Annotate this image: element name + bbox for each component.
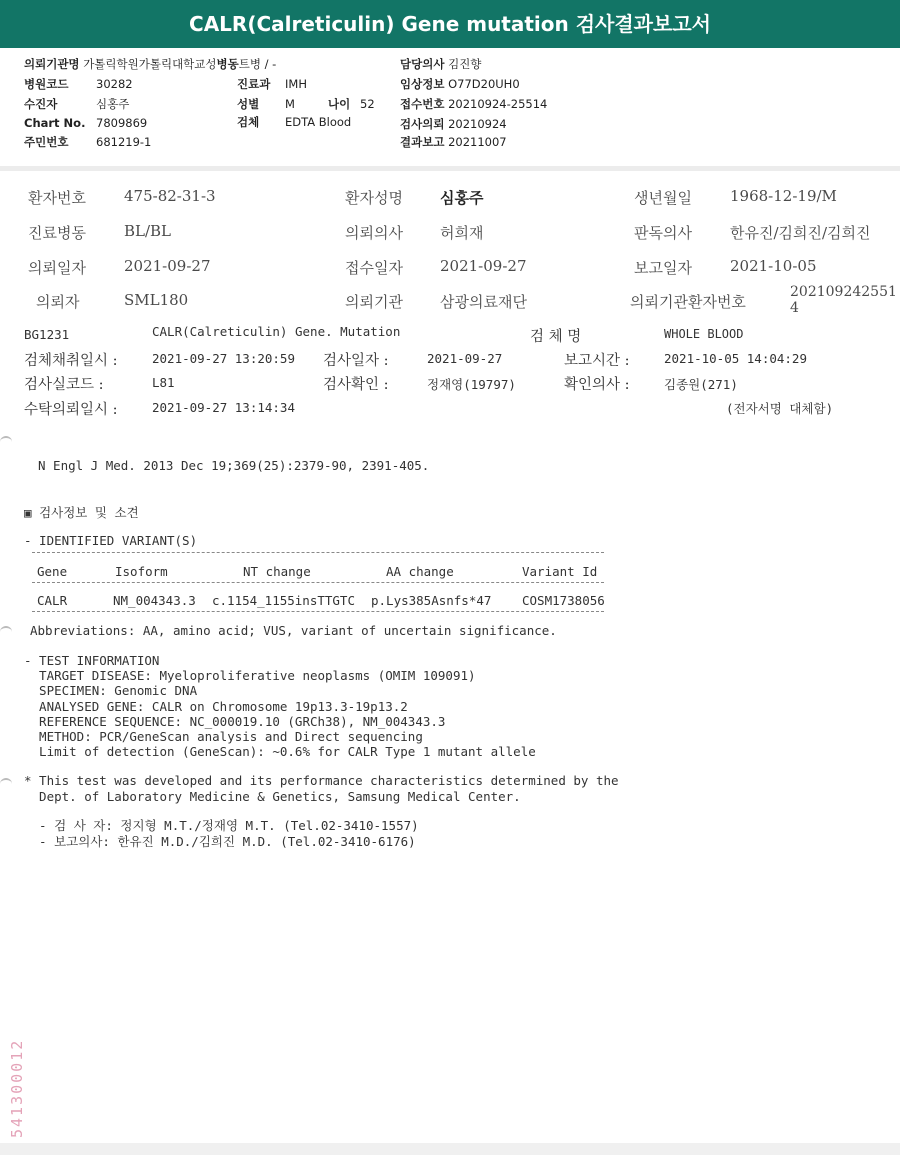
report-time-value: 2021-10-05 14:04:29 bbox=[664, 351, 807, 366]
age-field: 나이 52 bbox=[328, 97, 375, 111]
text-line: - 검 사 자: 정지형 M.T./정재영 M.T. (Tel.02-3410-1557) bbox=[24, 818, 419, 833]
receipt-date-label: 접수일자 bbox=[345, 259, 403, 277]
receipt-date-value: 2021-09-27 bbox=[440, 257, 527, 275]
cell-aa-change: p.Lys385Asnfs*47 bbox=[371, 593, 492, 608]
request-date-value: 2021-09-27 bbox=[124, 257, 211, 275]
clinical-info-field: 임상정보 O77D20UH0 bbox=[400, 77, 520, 91]
cell-variant-id: COSM1738056 bbox=[522, 593, 605, 608]
page-edge-mark bbox=[0, 778, 12, 786]
text-line: - 보고의사: 한유진 M.D./김희진 M.D. (Tel.02-3410-6176) bbox=[24, 833, 416, 849]
confirm-doctor-value: 김종원(271) bbox=[664, 377, 738, 392]
text-line: * This test was developed and its performance characteristics determined by the bbox=[24, 773, 619, 788]
table-rule bbox=[32, 611, 604, 612]
col-gene: Gene bbox=[37, 564, 68, 579]
institution-value: 삼광의료재단 bbox=[440, 293, 527, 311]
staff-block bbox=[24, 818, 419, 849]
text-line: METHOD: PCR/GeneScan analysis and Direct sequencing bbox=[24, 729, 423, 745]
report-title: CALR(Calreticulin) Gene mutation 검사결과보고서 bbox=[0, 0, 900, 48]
test-confirm-value: 정재영(19797) bbox=[427, 377, 516, 392]
report-date-field: 결과보고 20211007 bbox=[400, 135, 507, 149]
page-edge-mark bbox=[0, 626, 12, 634]
request-date-field: 검사의뢰 20210924 bbox=[400, 117, 507, 131]
abbreviations: Abbreviations: AA, amino acid; VUS, variant of uncertain significance. bbox=[30, 623, 557, 638]
test-confirm-label: 검사확인 : bbox=[323, 377, 389, 393]
page-edge-mark bbox=[0, 436, 12, 444]
chart-number-field: Chart No. 7809869 bbox=[24, 116, 148, 130]
text-line: Dept. of Laboratory Medicine & Genetics, Samsung Medical Center. bbox=[24, 788, 521, 804]
specimen-name-value: WHOLE BLOOD bbox=[664, 327, 744, 341]
cell-isoform: NM_004343.3 bbox=[113, 593, 196, 608]
section-header: ▣ 검사정보 및 소견 bbox=[24, 505, 139, 520]
reading-doctor-value: 한유진/김희진/김희진 bbox=[730, 224, 871, 242]
reading-doctor-label: 판독의사 bbox=[634, 224, 692, 242]
text-line: ANALYSED GENE: CALR on Chromosome 19p13.3-19p13.2 bbox=[24, 698, 408, 714]
test-date-label: 검사일자 : bbox=[323, 353, 389, 369]
patient-id-value: 475-82-31-3 bbox=[124, 187, 216, 205]
document-stamp-number: 541300012 bbox=[8, 1038, 26, 1138]
specimen-name-label: 검 체 명 bbox=[530, 329, 582, 345]
dob-value: 1968-12-19/M bbox=[730, 187, 837, 205]
text-line: REFERENCE SEQUENCE: NC_000019.10 (GRCh38), NM_004343.3 bbox=[24, 713, 446, 729]
referral-info-section bbox=[0, 48, 900, 168]
col-nt-change: NT change bbox=[243, 564, 311, 579]
report-date-value: 2021-10-05 bbox=[730, 257, 817, 275]
col-aa-change: AA change bbox=[386, 564, 454, 579]
institution-label: 의뢰기관 bbox=[345, 293, 403, 311]
dept-field: 진료과 IMH bbox=[237, 77, 307, 91]
collect-time-value: 2021-09-27 13:20:59 bbox=[152, 351, 295, 366]
test-information-block bbox=[24, 653, 536, 759]
patient-name-label: 환자성명 bbox=[345, 189, 403, 207]
sex-field: 성별 M bbox=[237, 97, 295, 111]
institution-patient-id-label: 의뢰기관환자번호 bbox=[630, 293, 746, 311]
text-line: TARGET DISEASE: Myeloproliferative neoplasms (OMIM 109091) bbox=[24, 668, 476, 684]
confirm-doctor-label: 확인의사 : bbox=[564, 377, 630, 393]
resident-number-field: 주민번호 681219-1 bbox=[24, 135, 152, 149]
test-date-value: 2021-09-27 bbox=[427, 351, 503, 366]
ward-value: BL/BL bbox=[124, 222, 172, 240]
consign-time-label: 수탁의뢰일시 : bbox=[24, 402, 118, 418]
test-code: BG1231 bbox=[24, 327, 70, 342]
report-time-label: 보고시간 : bbox=[564, 353, 630, 369]
dob-label: 생년월일 bbox=[634, 189, 692, 207]
consign-time-value: 2021-09-27 13:14:34 bbox=[152, 400, 295, 415]
square-bullet-icon: ▣ bbox=[24, 505, 40, 520]
col-variant-id: Variant Id bbox=[522, 564, 598, 579]
referring-doctor-value: 허희재 bbox=[440, 224, 484, 242]
text-line: Limit of detection (GeneScan): ~0.6% for CALR Type 1 mutant allele bbox=[24, 744, 536, 760]
esign-note: (전자서명 대체함) bbox=[726, 401, 834, 416]
table-rule bbox=[32, 582, 604, 583]
cell-nt-change: c.1154_1155insTTGTC bbox=[212, 593, 355, 608]
patient-name-value: 심홍주 bbox=[440, 189, 484, 207]
recipient-field: 수진자 심홍주 bbox=[24, 97, 130, 111]
section-divider bbox=[0, 166, 900, 171]
lab-code-label: 검사실코드 : bbox=[24, 377, 104, 393]
institution-patient-id-value-cont: 4 bbox=[790, 300, 799, 316]
reference-citation: N Engl J Med. 2013 Dec 19;369(25):2379-90, 2391-405. bbox=[38, 458, 430, 473]
identified-variants-title: - IDENTIFIED VARIANT(S) bbox=[24, 533, 198, 548]
patient-id-label: 환자번호 bbox=[28, 189, 86, 207]
doctor-field: 담당의사 김진향 bbox=[400, 57, 482, 71]
text-line: - TEST INFORMATION bbox=[24, 653, 160, 668]
developer-note bbox=[24, 773, 619, 804]
col-isoform: Isoform bbox=[115, 564, 168, 579]
hospital-code-field: 병원코드 30282 bbox=[24, 77, 133, 91]
cell-gene: CALR bbox=[37, 593, 68, 608]
requester-label: 의뢰자 bbox=[36, 293, 80, 311]
ward-label: 진료병동 bbox=[28, 224, 86, 242]
specimen-field: 검체 EDTA Blood bbox=[237, 115, 352, 129]
institution-field: 의뢰기관명 가톨릭학원가톨릭대학교성병동트병 / - bbox=[24, 57, 277, 71]
referring-doctor-label: 의뢰의사 bbox=[345, 224, 403, 242]
receipt-number-field: 접수번호 20210924-25514 bbox=[400, 97, 548, 111]
lab-code-value: L81 bbox=[152, 375, 175, 390]
table-rule bbox=[32, 552, 604, 553]
collect-time-label: 검체채취일시 : bbox=[24, 353, 118, 369]
page-bottom-edge bbox=[0, 1143, 900, 1155]
requester-value: SML180 bbox=[124, 291, 189, 309]
institution-patient-id-value: 202109242551 bbox=[790, 284, 897, 300]
report-date-label: 보고일자 bbox=[634, 259, 692, 277]
text-line: SPECIMEN: Genomic DNA bbox=[24, 683, 198, 699]
test-name: CALR(Calreticulin) Gene. Mutation bbox=[152, 324, 401, 339]
request-date-label: 의뢰일자 bbox=[28, 259, 86, 277]
